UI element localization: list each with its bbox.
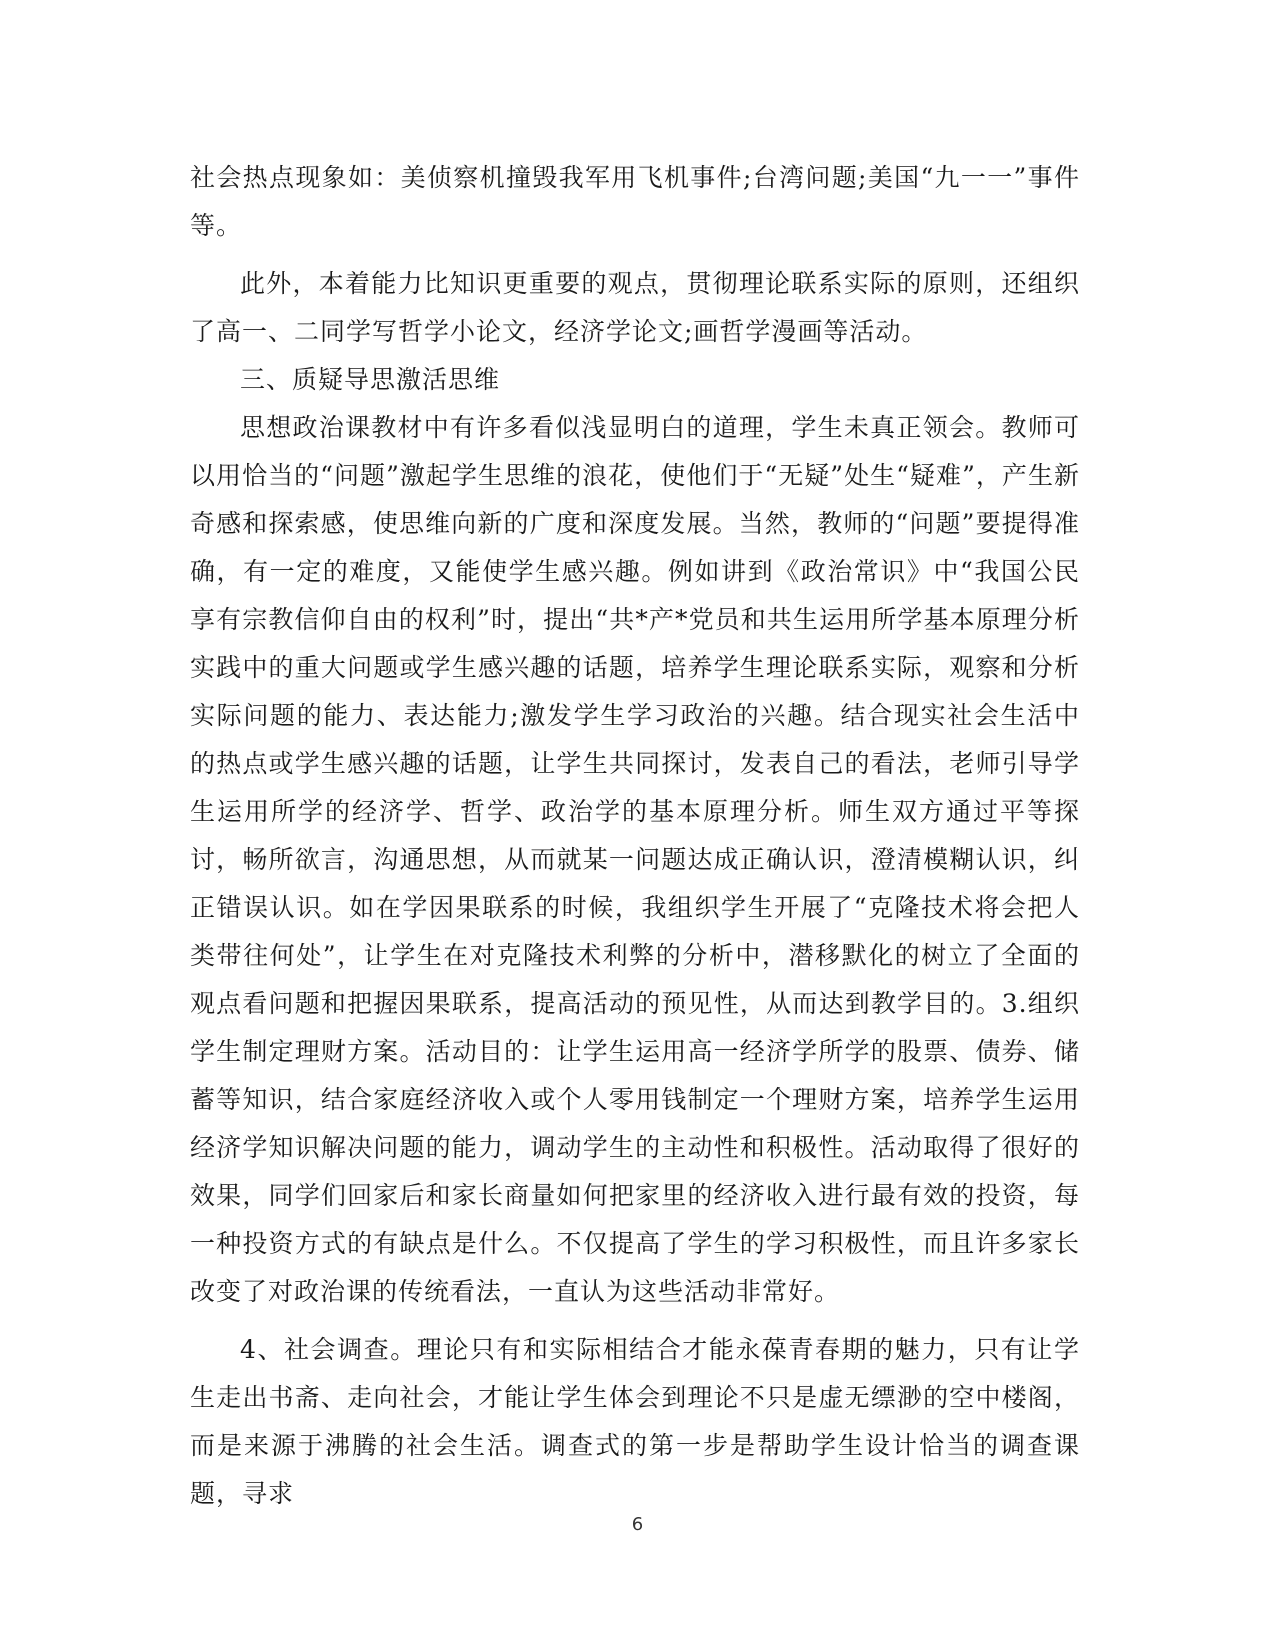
paragraph-hot-topics: 社会热点现象如：美侦察机撞毁我军用飞机事件;台湾问题;美国“九一一”事件等。: [190, 163, 1080, 240]
page-number: 6: [631, 1514, 644, 1535]
document-body: [190, 154, 1080, 1518]
paragraph-activities: 此外，本着能力比知识更重要的观点，贯彻理论联系实际的原则，还组织了高一、二同学写哲学小论文，经济学论文;画哲学漫画等活动。: [190, 269, 1080, 346]
paragraph-social-survey: 4、社会调查。理论只有和实际相结合才能永葆青春期的魅力，只有让学生走出书斋、走向社会，才能让学生体会到理论不只是虚无缥渺的空中楼阁，而是来源于沸腾的社会生活。调查式的第一步是帮助学生设计恰当的调查课题，寻求: [190, 1335, 1080, 1508]
paragraph-questioning: 思想政治课教材中有许多看似浅显明白的道理，学生未真正领会。教师可以用恰当的“问题”激起学生思维的浪花，使他们于“无疑”处生“疑难”，产生新奇感和探索感，使思维向新的广度和深度发展。当然，教师的“问题”要提得准确，有一定的难度，又能使学生感兴趣。例如讲到《政治常识》中“我国公民享有宗教信仰自由的权利”时，提出“共*产*党员和共生运用所学基本原理分析实践中的重大问题或学生感兴趣的话题，培养学生理论联系实际，观察和分析实际问题的能力、表达能力;激发学生学习政治的兴趣。结合现实社会生活中的热点或学生感兴趣的话题，让学生共同探讨，发表自己的看法，老师引导学生运用所学的经济学、哲学、政治学的基本原理分析。师生双方通过平等探讨，畅所欲言，沟通思想，从而就某一问题达成正确认识，澄清模糊认识，纠正错误认识。如在学因果联系的时候，我组织学生开展了“克隆技术将会把人类带往何处”，让学生在对克隆技术利弊的分析中，潜移默化的树立了全面的观点看问题和把握因果联系，提高活动的预见性，从而达到教学目的。3.组织学生制定理财方案。活动目的：让学生运用高一经济学所学的股票、债券、储蓄等知识，结合家庭经济收入或个人零用钱制定一个理财方案，培养学生运用经济学知识解决问题的能力，调动学生的主动性和积极性。活动取得了很好的效果，同学们回家后和家长商量如何把家里的经济收入进行最有效的投资，每一种投资方式的有缺点是什么。不仅提高了学生的学习积极性，而且许多家长改变了对政治课的传统看法，一直认为这些活动非常好。: [190, 413, 1080, 1306]
section-heading: 三、质疑导思激活思维: [240, 365, 501, 394]
